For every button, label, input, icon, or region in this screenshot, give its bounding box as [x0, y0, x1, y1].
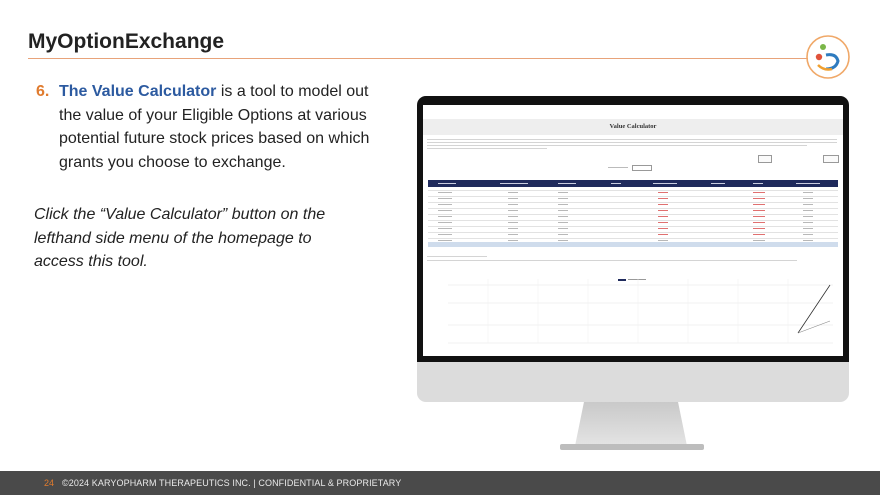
value-calculator-title: Value Calculator: [423, 119, 843, 135]
description-line: [427, 145, 807, 146]
print-button[interactable]: [823, 155, 839, 163]
table-row: [428, 214, 838, 216]
chart-legend-label: [628, 279, 646, 280]
value-series-line: [798, 321, 830, 333]
stock-price-input[interactable]: [632, 165, 652, 171]
note-line: [427, 256, 487, 257]
monitor-stand-base: [560, 444, 704, 450]
slide-title: MyOptionExchange: [28, 30, 225, 53]
copyright-text: ©2024 KARYOPHARM THERAPEUTICS INC. | CONFIDENTIAL & PROPRIETARY: [62, 478, 402, 488]
table-row: [428, 208, 838, 210]
description-line: [427, 139, 837, 140]
step-number: 6.: [36, 83, 50, 100]
table-row: [428, 220, 838, 222]
table-row: [428, 202, 838, 204]
step-6-description: [36, 80, 376, 174]
table-row: [428, 232, 838, 234]
value-series-line: [798, 285, 830, 333]
table-row: [428, 190, 838, 192]
instruction-text: Click the “Value Calculator” button on the lefthand side menu of the homepage to access this tool.: [34, 206, 326, 270]
table-row: [428, 196, 838, 198]
note-line: [427, 260, 797, 261]
stock-price-label: [608, 167, 628, 168]
title-divider: [28, 58, 808, 59]
value-chart: [428, 267, 838, 351]
value-calculator-screenshot: [423, 105, 843, 356]
table-row: [428, 226, 838, 228]
table-total-row: [428, 242, 838, 247]
value-calculator-highlight: The Value Calculator: [59, 83, 217, 100]
table-header: [428, 180, 838, 187]
step-text: is a tool to model out the value of your Eligible Options at various potential future stock prices based on which grants you choose to exchange.: [59, 83, 370, 171]
description-line: [427, 148, 547, 149]
reset-button[interactable]: [758, 155, 772, 163]
description-line: [427, 142, 837, 143]
chart-legend-swatch: [618, 279, 626, 281]
karyopharm-logo-icon: [804, 33, 852, 81]
page-number: 24: [44, 478, 55, 488]
footer-bar: [0, 471, 880, 495]
table-row: [428, 238, 838, 240]
monitor-stand: [575, 402, 687, 446]
